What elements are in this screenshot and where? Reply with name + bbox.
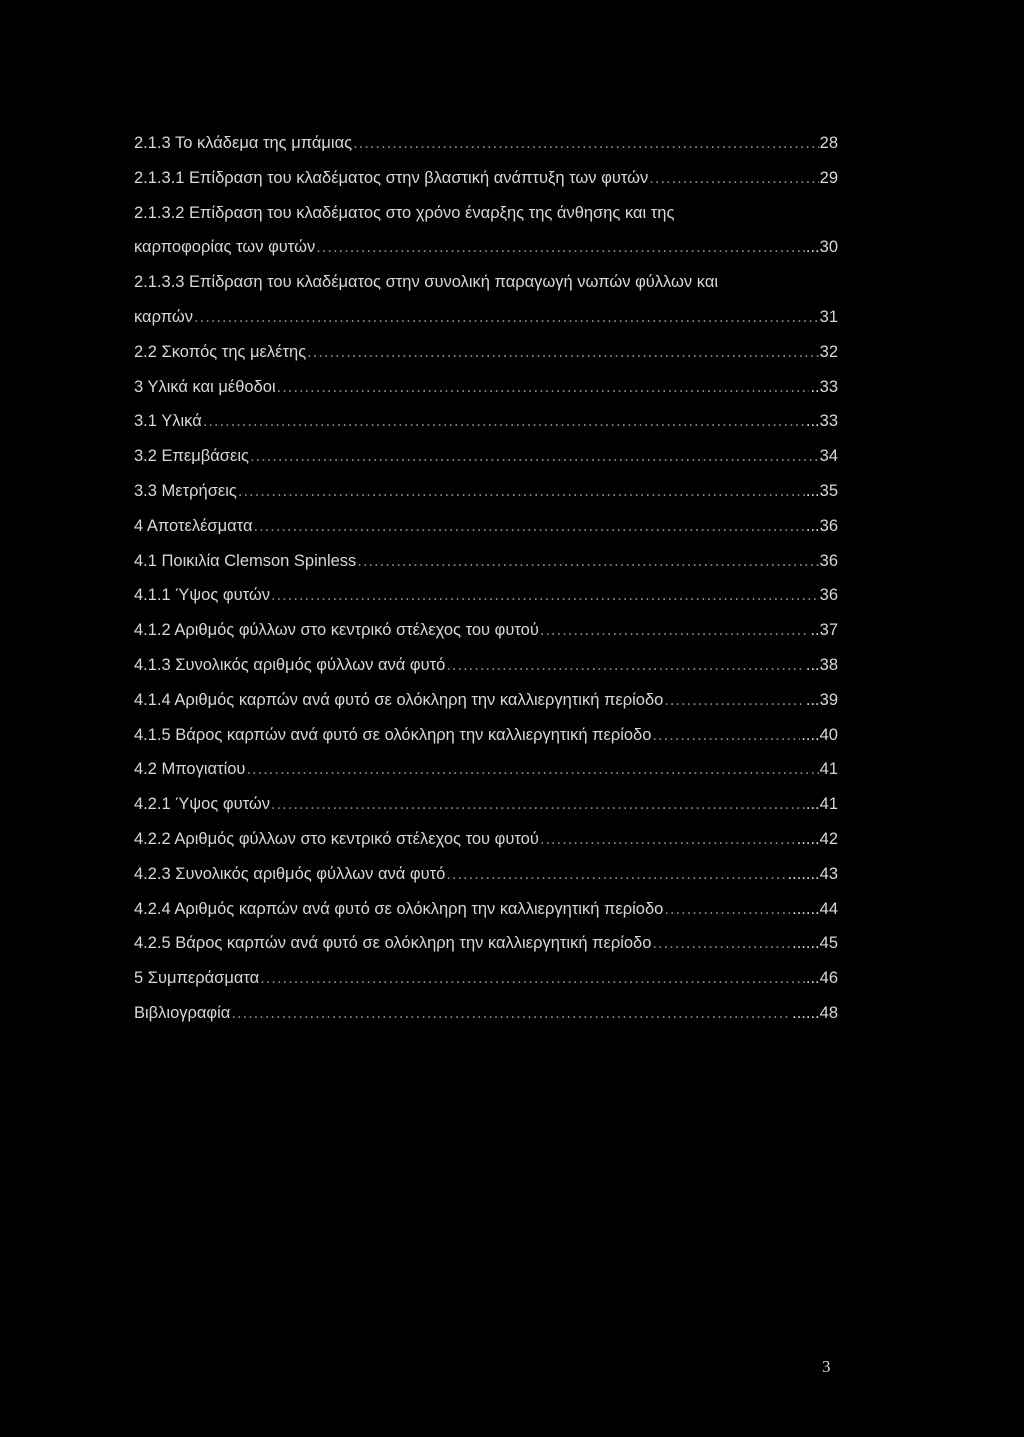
toc-entry-title: 4.2.5 Βάρος καρπών ανά φυτό σε ολόκληρη την καλλιεργητική περίοδο	[134, 934, 652, 953]
dot-leader	[540, 613, 810, 648]
table-of-contents	[134, 126, 838, 1031]
toc-entry-title: καρπών	[134, 307, 194, 326]
toc-entry-title: 4.2.4 Αριθμός καρπών ανά φυτό σε ολόκληρη την καλλιεργητική περίοδο	[134, 899, 664, 918]
dot-leader	[649, 161, 818, 196]
toc-entry-page: .......43	[787, 864, 838, 883]
page-number: 3	[822, 1357, 831, 1376]
dot-leader	[664, 683, 805, 718]
toc-entry[interactable]	[134, 961, 838, 996]
toc-entry[interactable]	[134, 648, 838, 683]
dot-leader	[446, 648, 805, 683]
dot-leader	[194, 300, 819, 335]
toc-entry-page: ...46	[805, 969, 838, 988]
dot-leader	[316, 230, 805, 265]
toc-entry-title: 4.1.2 Αριθμός φύλλων στο κεντρικό στέλεχος του φυτού	[134, 621, 539, 640]
toc-entry-title: καρποφορίας των φυτών	[134, 238, 316, 257]
toc-entry[interactable]	[134, 544, 838, 579]
toc-entry-page: 36	[819, 586, 838, 605]
toc-entry-title: Βιβλιογραφία	[134, 1003, 231, 1022]
dot-leader	[652, 718, 800, 753]
toc-entry[interactable]	[134, 613, 838, 648]
toc-entry-page: ...36	[805, 516, 838, 535]
toc-entry-page: ...33	[805, 412, 838, 431]
toc-entry-title: 2.1.3.3 Επίδραση του κλαδέματος στην συνολική παραγωγή νωπών φύλλων και	[134, 273, 719, 292]
toc-entry[interactable]	[134, 404, 838, 439]
dot-leader	[271, 787, 805, 822]
dot-leader	[260, 961, 805, 996]
dot-leader	[238, 474, 805, 509]
dot-leader	[277, 370, 810, 405]
toc-entry-page: ...41	[805, 795, 838, 814]
toc-entry[interactable]	[134, 996, 838, 1031]
toc-entry-page: ..37	[810, 621, 838, 640]
dot-leader	[446, 857, 786, 892]
toc-entry-page: 32	[819, 342, 838, 361]
dot-leader	[246, 752, 818, 787]
toc-entry-title: 2.2 Σκοπός της μελέτης	[134, 342, 307, 361]
toc-entry[interactable]	[134, 126, 838, 161]
toc-entry[interactable]	[134, 161, 838, 196]
dot-leader	[307, 335, 818, 370]
toc-entry[interactable]	[134, 578, 838, 613]
toc-entry-title: 2.1.3.1 Επίδραση του κλαδέματος στην βλαστική ανάπτυξη των φυτών	[134, 168, 649, 187]
toc-entry-title: 4.2.2 Αριθμός φύλλων στο κεντρικό στέλεχος του φυτού	[134, 829, 539, 848]
toc-entry[interactable]	[134, 474, 838, 509]
toc-entry-title: 3.3 Μετρήσεις	[134, 481, 237, 500]
dot-leader	[253, 509, 804, 544]
dot-leader	[540, 822, 796, 857]
toc-entry-page: ...38	[805, 655, 838, 674]
toc-entry-title: 4.1 Ποικιλία Clemson Spinless	[134, 551, 357, 570]
toc-entry-title: 5 Συμπεράσματα	[134, 969, 260, 988]
toc-entry[interactable]	[134, 439, 838, 474]
toc-entry[interactable]	[134, 335, 838, 370]
toc-entry-page: ......44	[792, 899, 838, 918]
toc-entry-page: 29	[819, 168, 838, 187]
toc-entry-page: 28	[819, 134, 838, 152]
toc-entry[interactable]	[134, 370, 838, 405]
dot-leader	[271, 578, 819, 613]
toc-entry[interactable]	[134, 230, 838, 265]
toc-entry[interactable]	[134, 265, 838, 300]
dot-leader	[231, 996, 791, 1031]
dot-leader	[353, 126, 819, 161]
toc-entry-title: 3 Υλικά και μέθοδοι	[134, 377, 276, 396]
toc-entry[interactable]	[134, 892, 838, 927]
toc-entry-page: ...30	[805, 238, 838, 257]
toc-entry[interactable]	[134, 196, 838, 231]
toc-entry[interactable]	[134, 509, 838, 544]
toc-entry-page: 36	[819, 551, 838, 570]
toc-entry-title: 2.1.3.2 Επίδραση του κλαδέματος στο χρόνο έναρξης της άνθησης και της	[134, 203, 675, 222]
dot-leader	[664, 892, 791, 927]
toc-entry-page: .....42	[796, 829, 838, 848]
toc-entry[interactable]	[134, 926, 838, 961]
toc-entry-title: 2.1.3 Το κλάδεμα της μπάμιας	[134, 134, 353, 152]
toc-entry[interactable]	[134, 683, 838, 718]
toc-entry-page: ..33	[810, 377, 838, 396]
dot-leader	[357, 544, 818, 579]
dot-leader	[652, 926, 791, 961]
toc-entry-title: 4.2.3 Συνολικός αριθμός φύλλων ανά φυτό	[134, 864, 446, 883]
toc-entry-title: 4.1.3 Συνολικός αριθμός φύλλων ανά φυτό	[134, 655, 446, 674]
toc-entry-page: ....40	[801, 725, 838, 744]
toc-entry-title: 4.2 Μπογιατίου	[134, 760, 246, 779]
toc-entry[interactable]	[134, 300, 838, 335]
toc-entry-title: 3.1 Υλικά	[134, 412, 202, 431]
toc-entry[interactable]	[134, 718, 838, 753]
toc-entry-page: ...39	[805, 690, 838, 709]
toc-entry-title: 4.2.1 Ύψος φυτών	[134, 795, 271, 814]
toc-entry-page: 41	[819, 760, 838, 779]
dot-leader	[203, 404, 805, 439]
toc-entry[interactable]	[134, 822, 838, 857]
toc-entry-page: ......48	[792, 1003, 838, 1022]
toc-entry[interactable]	[134, 787, 838, 822]
toc-entry[interactable]	[134, 752, 838, 787]
toc-entry-page: 34	[819, 447, 838, 466]
toc-entry-title: 4.1.1 Ύψος φυτών	[134, 586, 271, 605]
toc-entry-page: 31	[819, 307, 838, 326]
toc-entry-page: ...35	[805, 481, 838, 500]
toc-entry-title: 4 Αποτελέσματα	[134, 516, 253, 535]
toc-entry-title: 4.1.5 Βάρος καρπών ανά φυτό σε ολόκληρη την καλλιεργητική περίοδο	[134, 725, 652, 744]
toc-entry-title: 4.1.4 Αριθμός καρπών ανά φυτό σε ολόκληρη την καλλιεργητική περίοδο	[134, 690, 664, 709]
toc-entry[interactable]	[134, 857, 838, 892]
toc-entry-title: 3.2 Επεμβάσεις	[134, 447, 249, 466]
dot-leader	[250, 439, 819, 474]
toc-entry-page: ......45	[792, 934, 838, 953]
